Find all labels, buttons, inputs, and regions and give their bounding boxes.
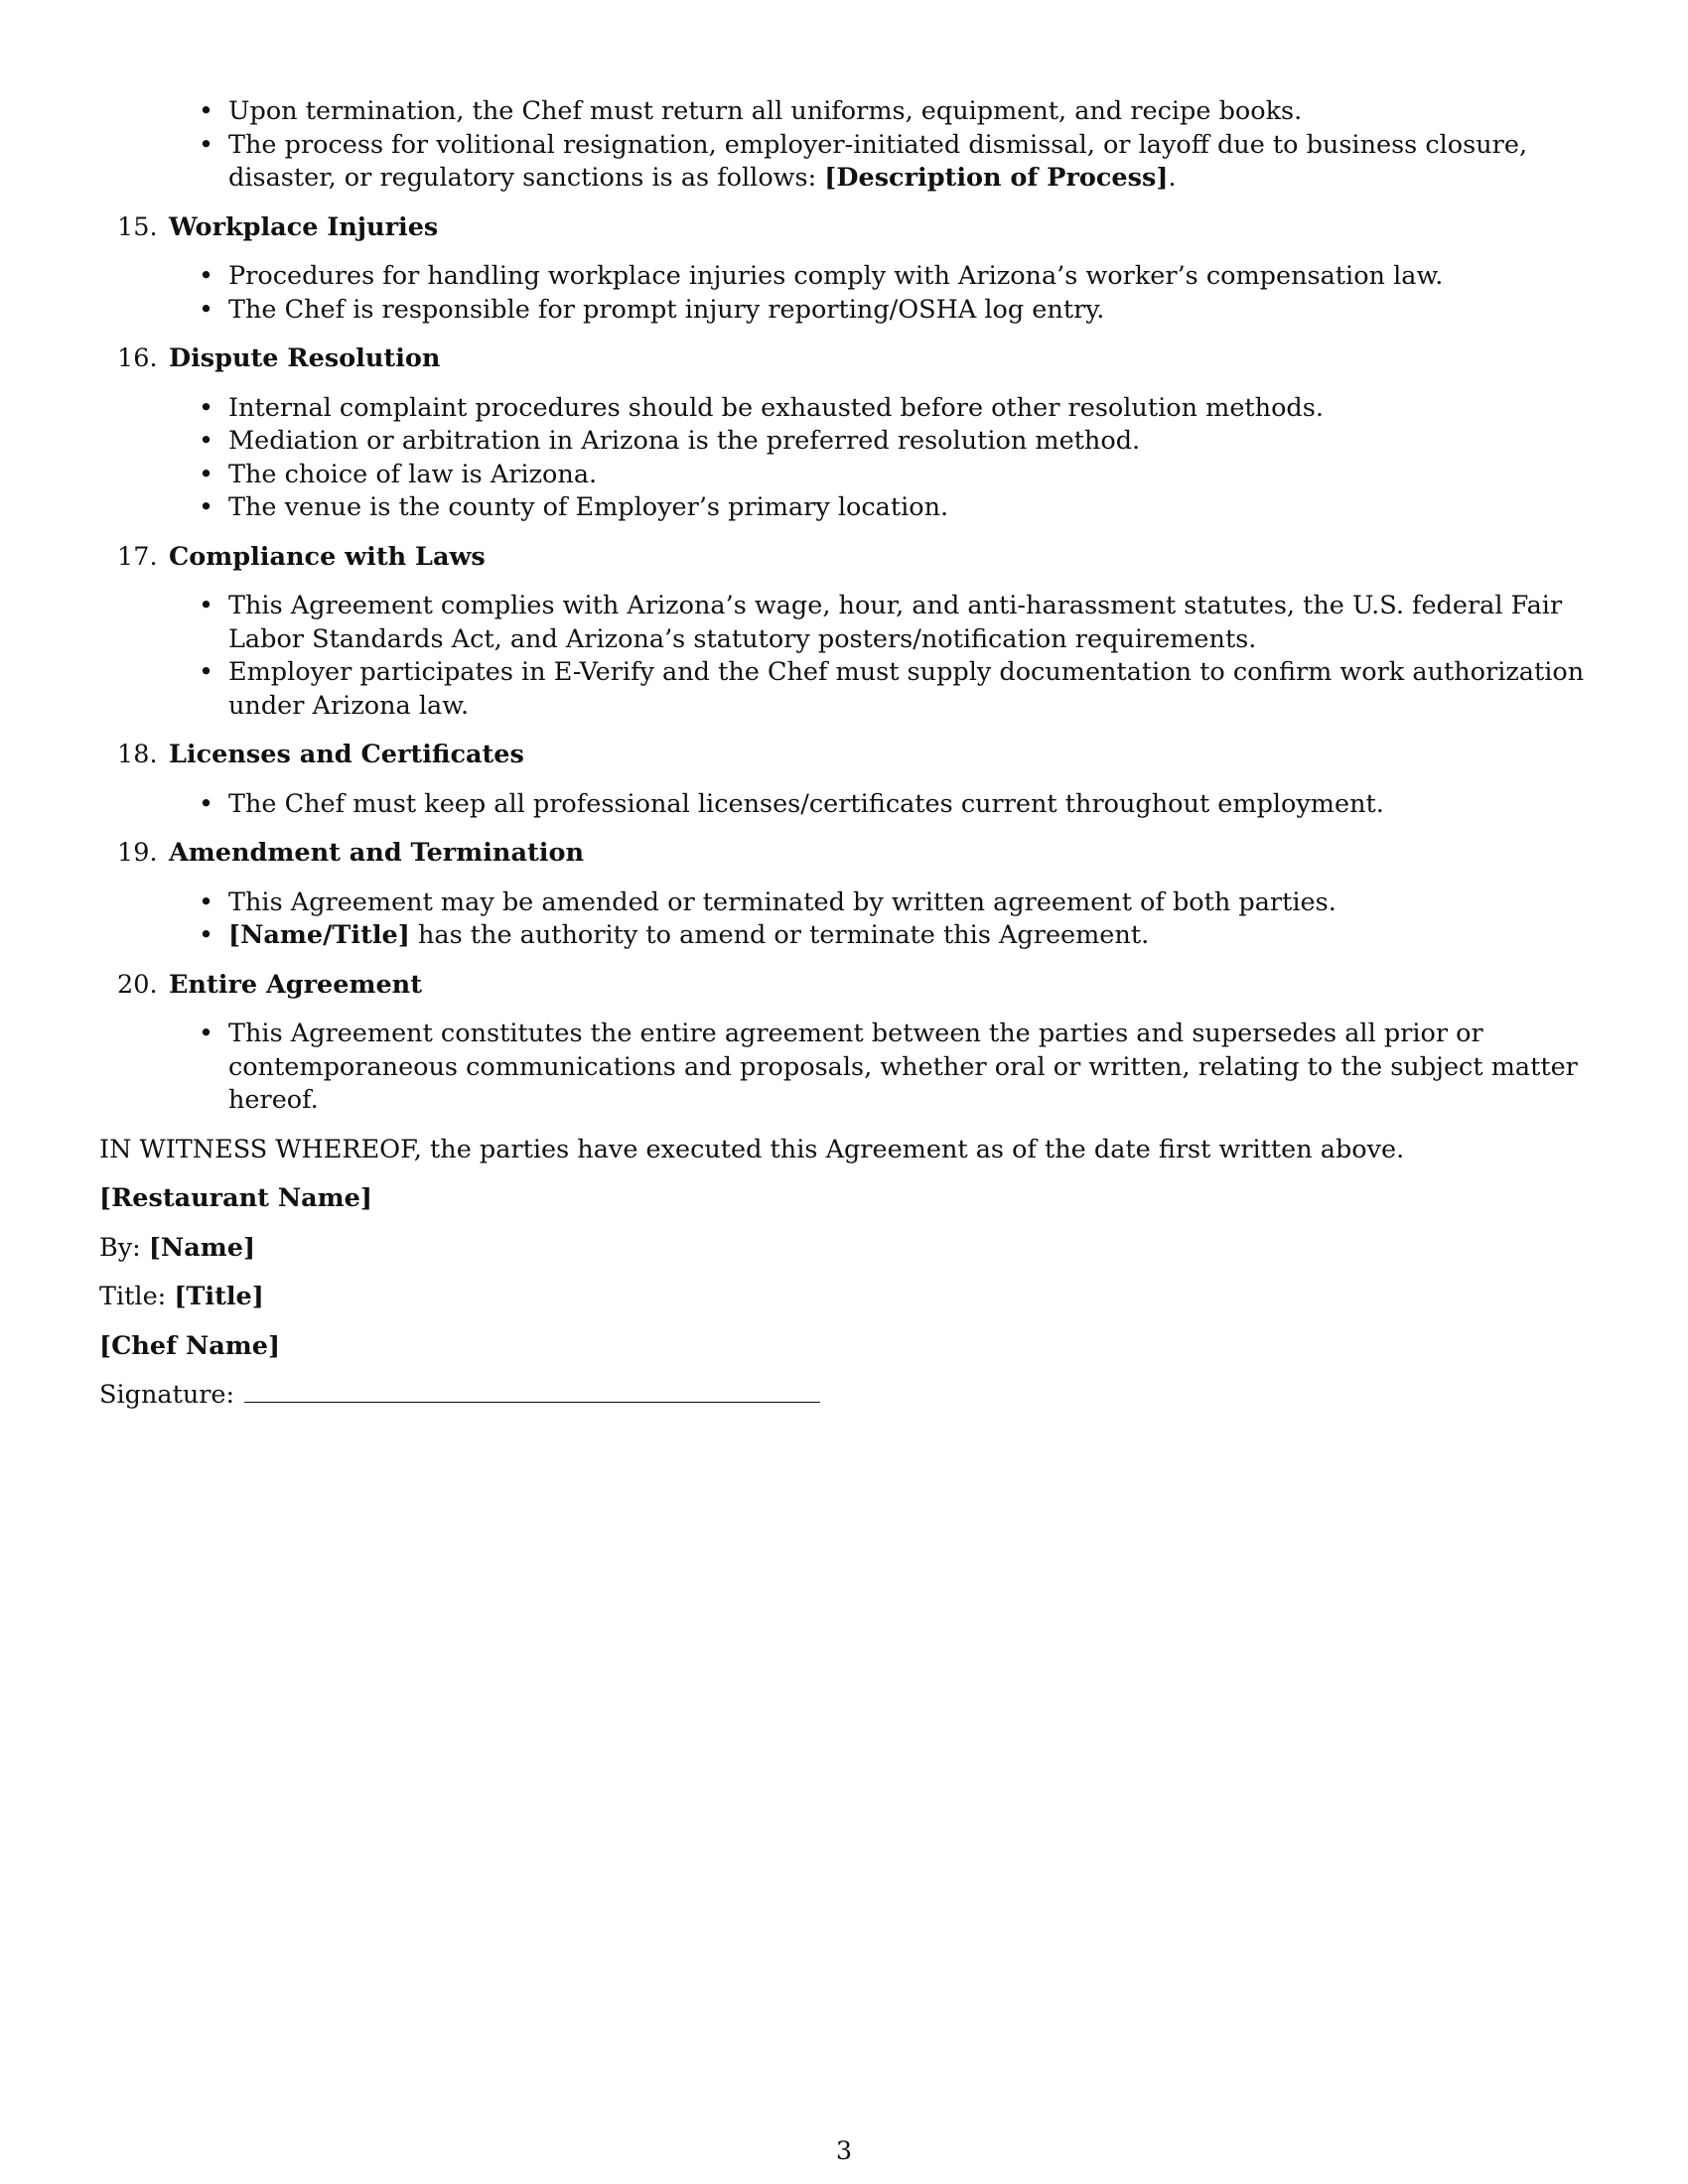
bullet-item: • Employer participates in E-Verify and the Chef must supply documentation to confirm work authorization under Arizona law. bbox=[99, 656, 1589, 723]
bullet-item: • This Agreement constitutes the entire agreement between the parties and supersedes all prior or contemporaneous communications and proposals, whether oral or written, relating to the subject matter hereof. bbox=[99, 1018, 1589, 1118]
section-heading: 20. Entire Agreement bbox=[117, 969, 422, 1000]
placeholder-text: [Name/Title] bbox=[228, 920, 410, 950]
bullet-item: • Procedures for handling workplace injuries comply with Arizona’s worker’s compensation law. bbox=[99, 260, 1589, 294]
chef-name: [Chef Name] bbox=[99, 1330, 281, 1361]
section-heading: 17. Compliance with Laws bbox=[117, 541, 486, 572]
signatory-name-line: By: [Name] bbox=[99, 1232, 256, 1263]
bullet-item: • The venue is the county of Employer’s primary location. bbox=[99, 491, 1589, 525]
bullet-item: • This Agreement complies with Arizona’s wage, hour, and anti-harassment statutes, the U.S. federal Fair Labor Standards Act, and Arizona’s statutory posters/notification requirements. bbox=[99, 590, 1589, 656]
bullet-item: • Mediation or arbitration in Arizona is the preferred resolution method. bbox=[99, 425, 1589, 459]
section-bullet-list bbox=[99, 260, 1589, 327]
section-bullet-list bbox=[99, 788, 1589, 822]
section-heading: 15. Workplace Injuries bbox=[117, 211, 439, 242]
witness-clause: IN WITNESS WHEREOF, the parties have executed this Agreement as of the date first written above. bbox=[99, 1134, 1405, 1164]
document-page bbox=[99, 95, 1589, 1413]
page-number: 3 bbox=[835, 2136, 853, 2166]
bullet-item: • The Chef must keep all professional licenses/certificates current throughout employment. bbox=[99, 788, 1589, 822]
signature-line: Signature: bbox=[99, 1379, 1589, 1413]
bullet-item: • The choice of law is Arizona. bbox=[99, 459, 1589, 492]
section-heading: 16. Dispute Resolution bbox=[117, 343, 441, 373]
section-bullet-list bbox=[99, 392, 1589, 525]
section-heading: 18. Licenses and Certificates bbox=[117, 740, 524, 769]
section-bullet-list bbox=[99, 1018, 1589, 1118]
bullet-item: • This Agreement may be amended or terminated by written agreement of both parties. bbox=[99, 887, 1589, 920]
bullet-item: • [Name/Title] has the authority to amend or terminate this Agreement. bbox=[99, 919, 1589, 953]
section-heading: 19. Amendment and Termination bbox=[117, 838, 584, 868]
bullet-item: • Upon termination, the Chef must return all uniforms, equipment, and recipe books. bbox=[99, 95, 1589, 129]
restaurant-name: [Restaurant Name] bbox=[99, 1183, 372, 1213]
signature-field[interactable] bbox=[244, 1380, 820, 1403]
section-bullet-list bbox=[99, 887, 1589, 953]
continued-bullet-list bbox=[99, 95, 1589, 196]
placeholder-text: [Description of Process] bbox=[824, 163, 1169, 193]
section-bullet-list bbox=[99, 590, 1589, 723]
bullet-item: • Internal complaint procedures should be exhausted before other resolution methods. bbox=[99, 392, 1589, 426]
bullet-item: • The process for volitional resignation, employer-initiated dismissal, or layoff due to business closure, disaster, or regulatory sanctions is as follows: [Description of Process]. bbox=[99, 129, 1589, 196]
bullet-item: • The Chef is responsible for prompt injury reporting/OSHA log entry. bbox=[99, 294, 1589, 328]
signatory-title-line: Title: [Title] bbox=[99, 1282, 264, 1311]
